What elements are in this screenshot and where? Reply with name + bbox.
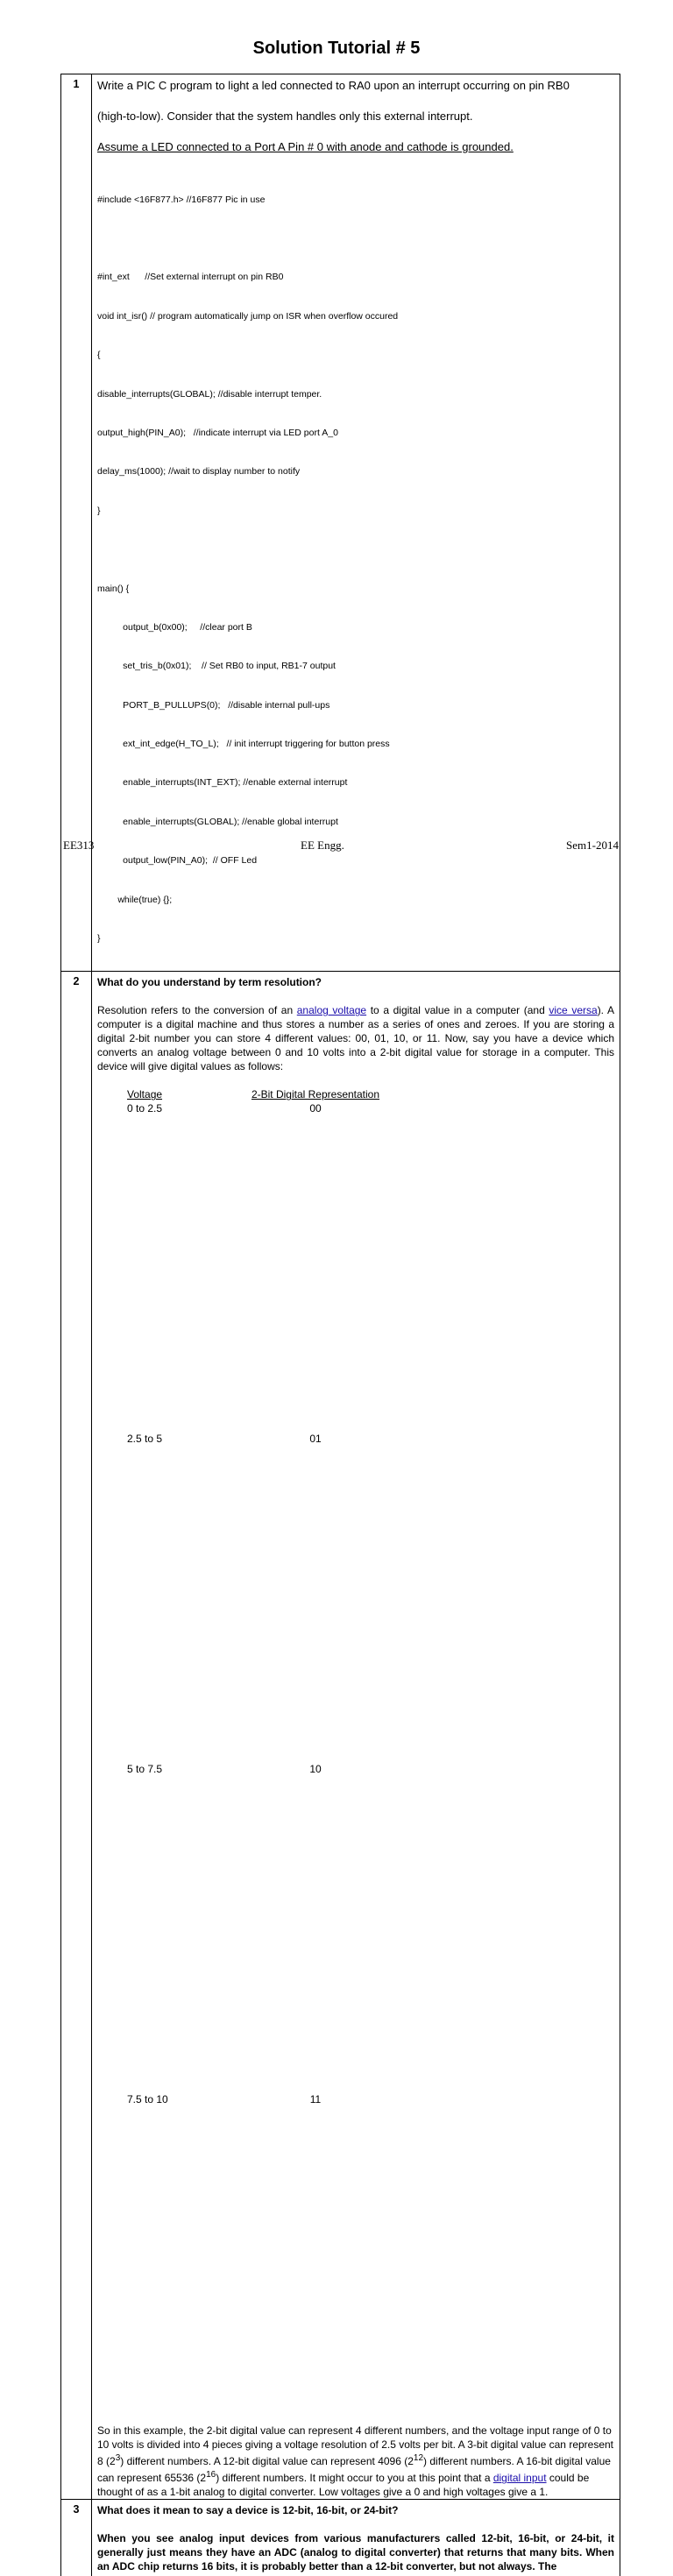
question-heading: What do you understand by term resolution? [97,976,322,989]
code-line: ext_int_edge(H_TO_L); // init interrupt triggering for button press [97,739,390,750]
text-run: ) different numbers. A 16-bit digital value can represent 65536 (2 [97,2455,611,2485]
table-row [124,1101,390,1432]
table-header-row [124,1087,390,1101]
superscript: 16 [206,2470,216,2480]
resolution-table [124,1087,390,2423]
digital-cell: 10 [309,1763,322,1776]
code-line [97,232,614,245]
code-line: #include <16F877.h> //16F877 Pic in use [97,194,266,205]
code-line: set_tris_b(0x01); // Set RB0 to input, RB1-7 output [97,661,336,672]
answer-paragraph-2 [97,2424,614,2499]
digital-input-link[interactable]: digital input [492,2472,547,2485]
question-number: 1 [61,74,92,972]
question-row-2 [61,972,620,2500]
text-run: Resolution refers to the conversion of an [97,1004,297,1017]
question-number: 2 [61,972,92,2500]
code-line: main() { [97,583,130,594]
code-line: output_high(PIN_A0); //indicate interrupt via LED port A_0 [97,427,338,438]
question-heading: What does it mean to say a device is 12-bit, 16-bit, or 24-bit? [97,2504,399,2517]
superscript: 12 [413,2453,424,2464]
digital-cell: 00 [309,1102,322,1115]
code-line: } [97,505,101,516]
text-run: ) different numbers. A 12-bit digital value can represent 4096 (2 [120,2455,414,2468]
code-line: while(true) {}; [97,894,173,905]
footer-semester: Sem1-2014 [566,839,619,852]
code-line [97,543,614,556]
voltage-header: Voltage [127,1088,163,1101]
page-title: Solution Tutorial # 5 [252,39,421,58]
code-line: #int_ext //Set external interrupt on pin RB0 [97,272,284,283]
table-row [124,1432,390,1762]
question-text-line2: (high-to-low). Consider that the system handles only this external interrupt. [97,110,473,123]
code-line: delay_ms(1000); //wait to display number to notify [97,466,301,478]
question-body [92,972,620,2500]
analog-voltage-link[interactable]: analog voltage [296,1004,367,1017]
table-row [124,2092,390,2423]
text-run: to a digital value in a computer (and [366,1004,549,1017]
digital-header: 2-Bit Digital Representation [251,1088,380,1101]
code-line: enable_interrupts(INT_EXT); //enable external interrupt [97,777,348,789]
voltage-cell: 5 to 7.5 [127,1763,163,1776]
answer-paragraph [97,1003,614,1073]
question-number: 3 [61,2500,92,2576]
code-line: disable_interrupts(GLOBAL); //disable interrupt temper. [97,388,322,400]
vice-versa-link[interactable]: vice versa [549,1004,598,1017]
digital-cell: 11 [309,2093,322,2106]
text-run: So in this example, the 2-bit digital value can represent 4 different numbers, and the voltage input range of 0 to 10 volts is divided into 4 pieces giving a voltage resolution of 2.5 volts per bit. A 3-bit digital value can represent 8 (2 [97,2424,614,2468]
question-row-1 [61,74,620,972]
code-line: { [97,350,101,361]
question-row-3 [61,2500,620,2576]
superscript: 3 [115,2453,121,2464]
code-line: output_low(PIN_A0); // OFF Led [97,855,258,867]
voltage-cell: 7.5 to 10 [127,2093,168,2106]
footer-department: EE Engg. [301,839,344,852]
assumption-text: Assume a LED connected to a Port A Pin # 0 with anode and cathode is grounded. [97,140,514,153]
voltage-cell: 0 to 2.5 [127,1102,163,1115]
code-line: PORT_B_PULLUPS(0); //disable internal pull-ups [97,699,330,711]
text-run: could be thought of as a 1-bit analog to digital converter. Low voltages give a 0 and high voltages give a 1. [97,2472,590,2499]
code-line: } [97,933,101,945]
table-row [124,1762,390,2092]
question-body [92,74,620,972]
digital-cell: 01 [309,1433,322,1446]
answer-paragraph: When you see analog input devices from various manufacturers called 12-bit, 16-bit, or 24-bit, it generally just means they have an ADC (analog to digital converter) that returns that many bits. When an ADC chip returns 16 bits, it is probably better than a 12-bit converter, but not always. The [97,2532,614,2573]
code-line: enable_interrupts(GLOBAL); //enable global interrupt [97,816,338,827]
text-run: ) different numbers. It might occur to you at this point that a [216,2472,493,2485]
question-body [92,2500,620,2576]
footer-course: EE313 [63,839,95,852]
code-line: void int_isr() // program automatically jump on ISR when overflow occured [97,310,399,322]
code-line: output_b(0x00); //clear port B [97,621,252,633]
code-block [97,167,614,971]
text-run: ). A computer is a digital machine and thus stores a number as a series of ones and zeroes. If you are storing a digital 2-bit number you can store 4 different values: 00, 01, 10, or 11. Now, say you have a device which converts an analog voltage between 0 and 10 volts into a 2-bit digital value for storage in a computer. This device will give digital values as follows: [97,1004,614,1073]
voltage-cell: 2.5 to 5 [127,1433,163,1446]
question-text-line1: Write a PIC C program to light a led connected to RA0 upon an interrupt occurring on pin RB0 [97,79,570,92]
question-table [60,74,620,2576]
